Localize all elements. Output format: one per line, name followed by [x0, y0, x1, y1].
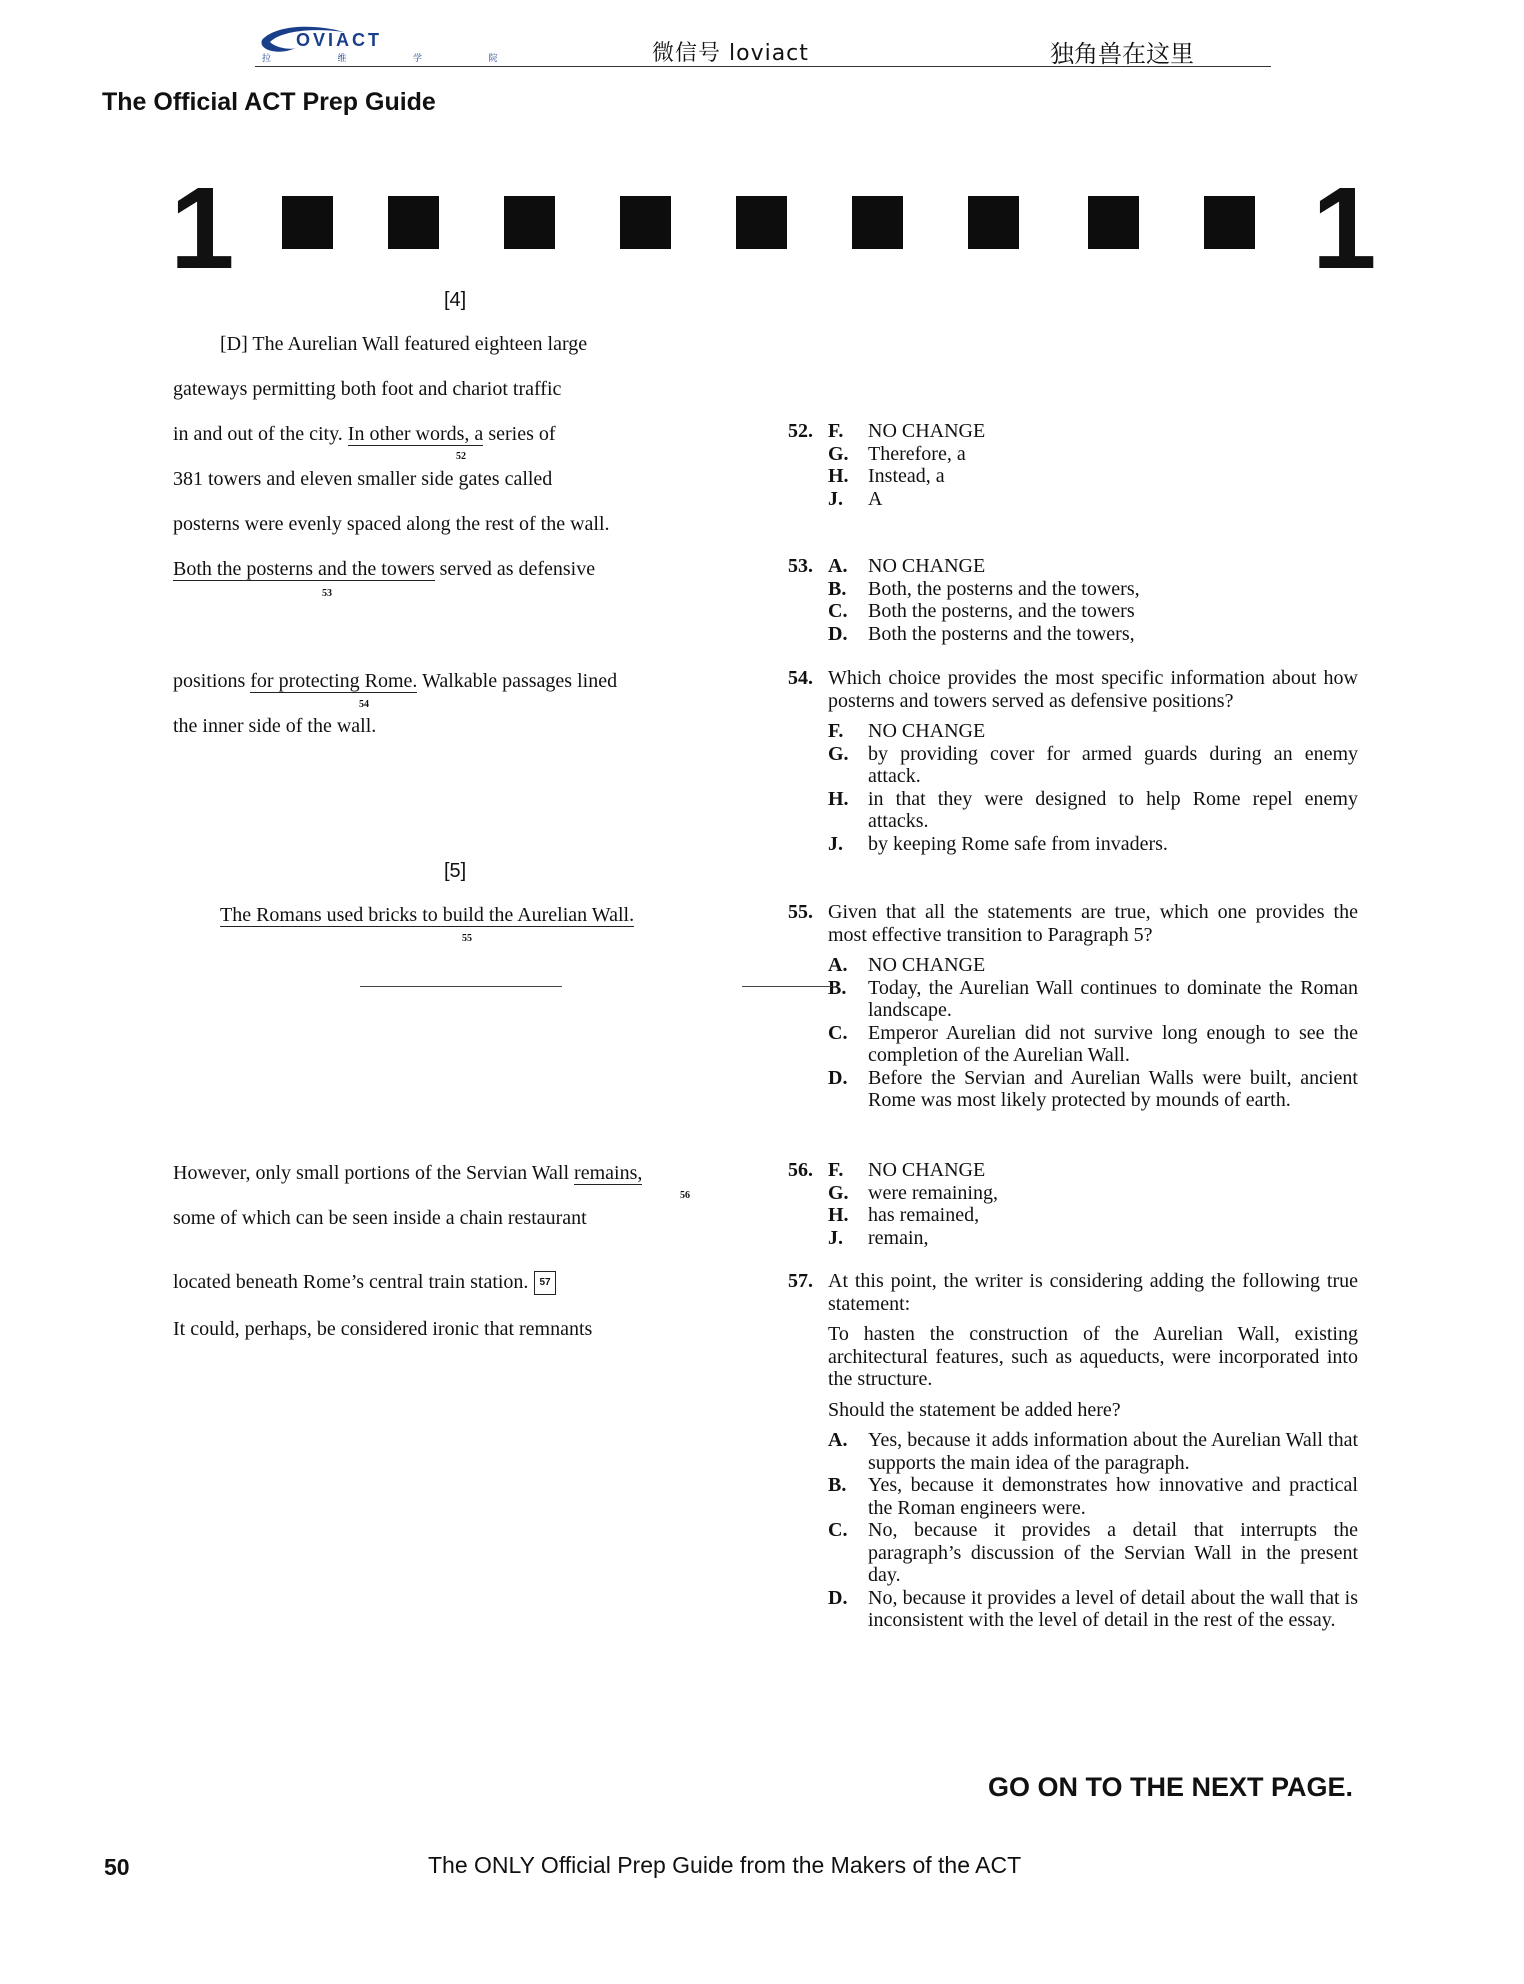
option-text[interactable]: Both the posterns and the towers, — [868, 622, 1135, 645]
question-55 — [788, 901, 1358, 1112]
question-marker-55: 55 — [462, 933, 472, 944]
question-marker-53: 53 — [322, 588, 332, 599]
option-label[interactable]: G. — [828, 1181, 849, 1204]
question-number: 57. — [788, 1270, 813, 1292]
option-text[interactable]: No, because it provides a detail that interrupts the paragraph’s discussion of the Servian Wall in the present day. — [868, 1519, 1358, 1586]
question-number: 54. — [788, 667, 813, 689]
section-number-left: 1 — [170, 163, 235, 293]
passage-line: Both the posterns and the towers served as defensive — [173, 558, 596, 580]
option-text[interactable]: NO CHANGE — [868, 420, 986, 442]
option-text[interactable]: Therefore, a — [868, 442, 966, 465]
banner-square — [504, 196, 555, 249]
passage-line: some of which can be seen inside a chain restaurant — [173, 1207, 587, 1229]
option-label[interactable]: J. — [828, 1226, 843, 1249]
option-label[interactable]: A. — [828, 954, 848, 976]
option-label[interactable]: F. — [828, 420, 844, 442]
scan-dash-line — [360, 986, 562, 987]
question-number: 52. — [788, 420, 813, 442]
option-text[interactable]: by keeping Rome safe from invaders. — [868, 832, 1168, 855]
option-label[interactable]: F. — [828, 720, 844, 742]
scan-dash-line — [742, 986, 832, 987]
option-text[interactable]: in that they were designed to help Rome repel enemy attacks. — [868, 787, 1358, 832]
passage-line — [220, 903, 634, 927]
passage-line: 381 towers and eleven smaller side gates called — [173, 468, 553, 490]
question-number: 55. — [788, 901, 813, 923]
header-rule — [255, 66, 1271, 67]
passage-line: in and out of the city. In other words, a series of — [173, 423, 556, 445]
option-text[interactable]: Today, the Aurelian Wall continues to dominate the Roman landscape. — [868, 976, 1358, 1021]
question-57 — [788, 1270, 1358, 1632]
option-text[interactable]: Yes, because it adds information about the Aurelian Wall that supports the main idea of the paragraph. — [868, 1429, 1358, 1474]
option-label[interactable]: J. — [828, 487, 843, 510]
unicorn-label: 独角兽在这里 — [1050, 40, 1194, 68]
option-label[interactable]: J. — [828, 832, 843, 855]
passage-line: located beneath Rome’s central train station. 57 — [173, 1270, 556, 1295]
question-stem: At this point, the writer is considering adding the following true statement: — [828, 1270, 1358, 1315]
option-label[interactable]: C. — [828, 1519, 848, 1541]
question-stem: Given that all the statements are true, which one provides the most effective transition to Paragraph 5? — [828, 901, 1358, 946]
option-label[interactable]: C. — [828, 600, 848, 622]
option-text[interactable]: Emperor Aurelian did not survive long enough to see the completion of the Aurelian Wall. — [868, 1021, 1358, 1066]
question-54 — [788, 667, 1358, 855]
banner-square — [388, 196, 439, 249]
option-text[interactable]: Yes, because it demonstrates how innovative and practical the Roman engineers were. — [868, 1474, 1358, 1519]
question-stem: Which choice provides the most specific information about how posterns and towers served as defensive positions? — [828, 667, 1358, 712]
banner-square — [736, 196, 787, 249]
question-marker-56: 56 — [680, 1190, 690, 1201]
option-text[interactable]: by providing cover for armed guards during an enemy attack. — [868, 742, 1358, 787]
banner-square — [282, 196, 333, 249]
option-text[interactable]: Both the posterns, and the towers — [868, 600, 1135, 622]
banner-square — [852, 196, 903, 249]
underlined-portion-55[interactable]: The Romans used bricks to build the Aurelian Wall. — [220, 904, 635, 926]
passage-line: posterns were evenly spaced along the rest of the wall. — [173, 513, 610, 535]
guide-title: The Official ACT Prep Guide — [102, 88, 436, 116]
option-label[interactable]: G. — [828, 742, 849, 765]
option-label[interactable]: A. — [828, 555, 848, 577]
passage-line: gateways permitting both foot and chariot traffic — [173, 378, 562, 400]
go-on-notice: GO ON TO THE NEXT PAGE. — [988, 1772, 1354, 1802]
paragraph-number-5: [5] — [444, 860, 467, 882]
underlined-portion-53[interactable]: Both the posterns and the towers — [173, 558, 435, 580]
question-53 — [788, 555, 1358, 645]
option-label[interactable]: B. — [828, 1474, 847, 1496]
option-text[interactable]: No, because it provides a level of detail about the wall that is inconsistent with the level of detail in the rest of the essay. — [868, 1586, 1358, 1631]
footer-tagline: The ONLY Official Prep Guide from the Makers of the ACT — [428, 1852, 1022, 1878]
question-number: 53. — [788, 555, 813, 577]
option-label[interactable]: F. — [828, 1159, 844, 1181]
option-text[interactable]: NO CHANGE — [868, 720, 986, 742]
option-text[interactable]: were remaining, — [868, 1181, 998, 1204]
question-prompt: Should the statement be added here? — [828, 1398, 1121, 1421]
option-text[interactable]: NO CHANGE — [868, 954, 986, 976]
option-text[interactable]: has remained, — [868, 1204, 980, 1226]
option-text[interactable]: Both, the posterns and the towers, — [868, 577, 1140, 600]
section-number-right: 1 — [1312, 163, 1377, 293]
option-label[interactable]: D. — [828, 1586, 848, 1609]
option-label[interactable]: B. — [828, 976, 847, 999]
question-52 — [788, 420, 1358, 510]
banner-square — [1204, 196, 1255, 249]
passage-line: However, only small portions of the Servian Wall remains, — [173, 1162, 643, 1184]
option-label[interactable]: H. — [828, 465, 849, 487]
option-label[interactable]: D. — [828, 1066, 848, 1089]
option-label[interactable]: H. — [828, 787, 849, 810]
question-marker-52: 52 — [456, 451, 466, 462]
option-label[interactable]: B. — [828, 577, 847, 600]
question-number: 56. — [788, 1159, 813, 1181]
passage-line: the inner side of the wall. — [173, 715, 377, 737]
option-text[interactable]: NO CHANGE — [868, 1159, 986, 1181]
underlined-portion-52[interactable]: In other words, a — [347, 423, 484, 445]
option-label[interactable]: C. — [828, 1021, 848, 1044]
question-marker-54: 54 — [359, 699, 369, 710]
question-box-57[interactable]: 57 — [534, 1271, 555, 1295]
logo-text: OVIACT — [296, 30, 383, 50]
banner-square — [620, 196, 671, 249]
proposed-statement: To hasten the construction of the Aurelian Wall, existing architectural features, such as aqueducts, were incorporated into the structure. — [828, 1323, 1358, 1390]
underlined-portion-54[interactable]: for protecting Rome. — [250, 670, 418, 692]
option-text[interactable]: NO CHANGE — [868, 555, 986, 577]
banner-square — [1088, 196, 1139, 249]
passage-line: It could, perhaps, be considered ironic that remnants — [173, 1318, 593, 1340]
logo-subtitle: 拉 维 学 院 — [262, 53, 530, 63]
option-text[interactable]: A — [868, 487, 883, 510]
question-56 — [788, 1159, 1358, 1249]
option-text[interactable]: Instead, a — [868, 465, 945, 487]
option-label[interactable]: H. — [828, 1204, 849, 1226]
wechat-label: 微信号 loviact — [652, 41, 809, 66]
banner-square — [968, 196, 1019, 249]
option-text[interactable]: remain, — [868, 1226, 929, 1249]
option-text[interactable]: Before the Servian and Aurelian Walls were built, ancient Rome was most likely protected by mounds of earth. — [868, 1066, 1358, 1111]
underlined-portion-56[interactable]: remains, — [574, 1162, 643, 1184]
option-label[interactable]: D. — [828, 622, 848, 645]
option-label[interactable]: G. — [828, 442, 849, 465]
page-number: 50 — [104, 1854, 130, 1880]
passage-line: [D] The Aurelian Wall featured eighteen large — [220, 333, 588, 355]
passage-line: positions for protecting Rome. Walkable passages lined — [173, 670, 618, 692]
option-label[interactable]: A. — [828, 1429, 848, 1451]
paragraph-number-4: [4] — [444, 289, 467, 311]
